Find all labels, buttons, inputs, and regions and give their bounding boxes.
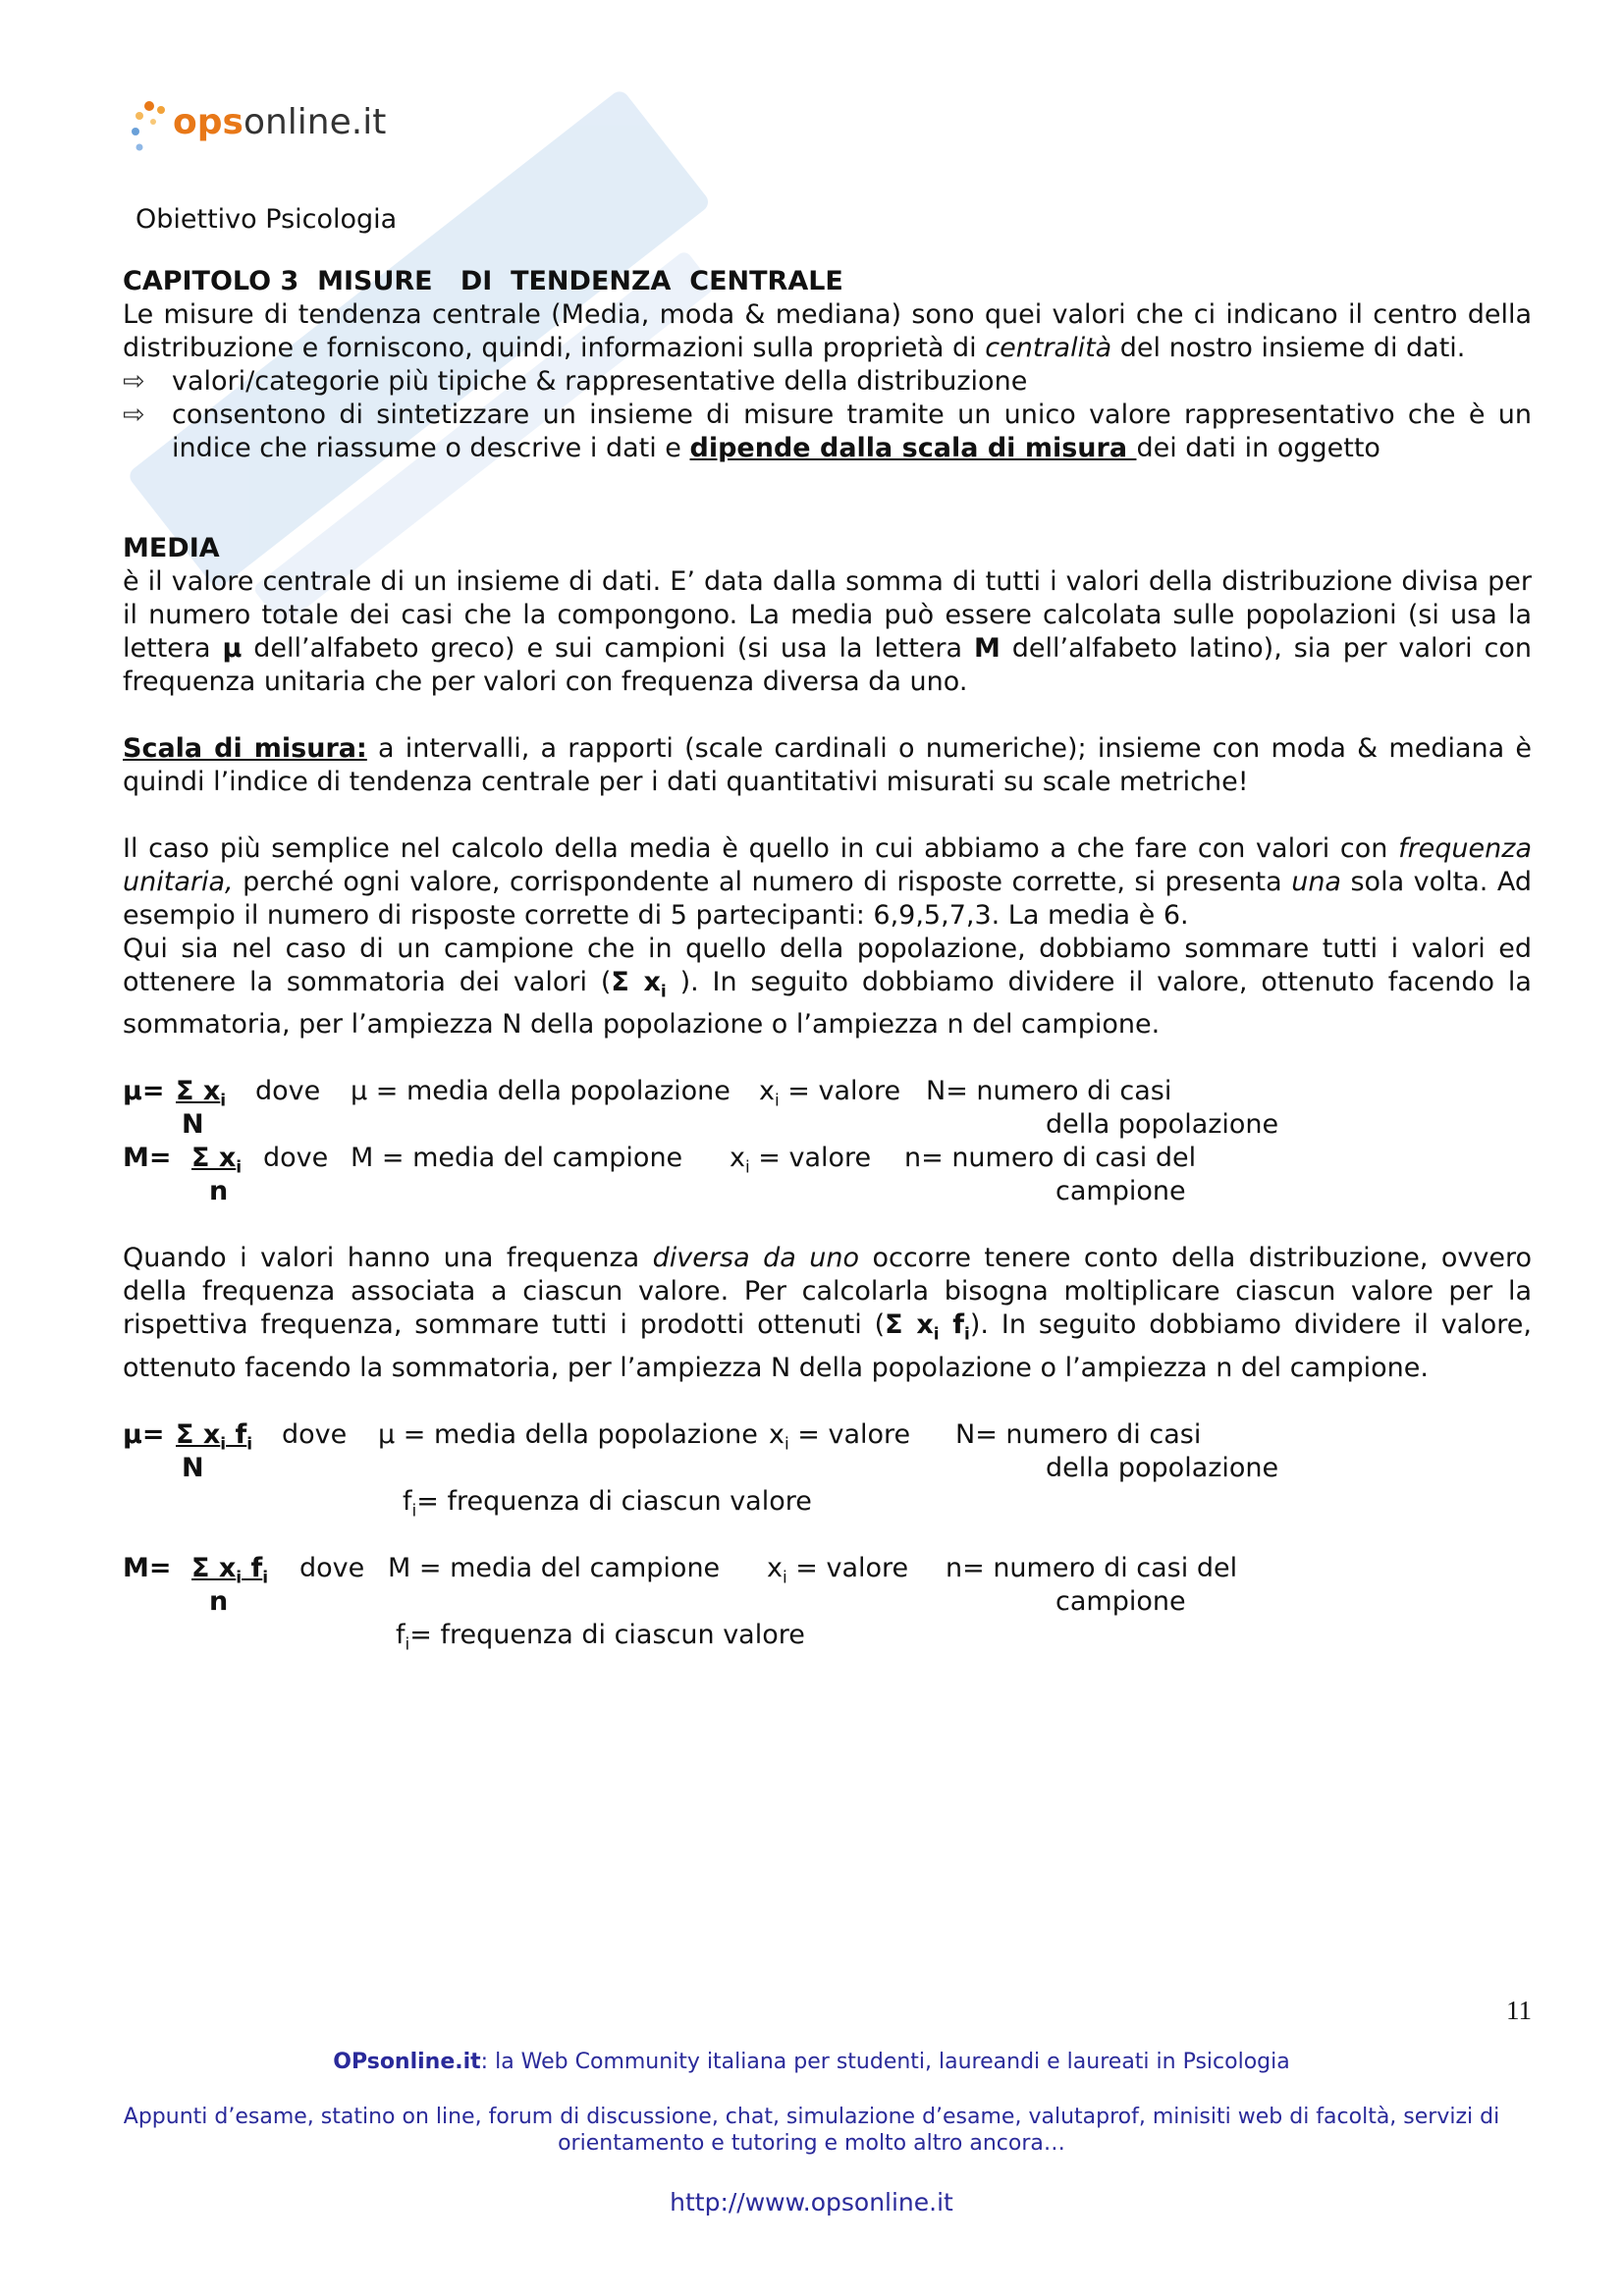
dots-logo-icon [130, 98, 173, 167]
page-number: 11 [1506, 1996, 1532, 2025]
list-item: ⇨ valori/categorie più tipiche & rappresentative della distribuzione [123, 366, 1028, 397]
arrow-right-icon: ⇨ [123, 366, 145, 397]
footer-services-line1: Appunti d’esame, statino on line, forum di discussione, chat, simulazione d’esame, valutaprof, minisiti web di facoltà, servizi di [123, 2105, 1500, 2129]
media-heading: MEDIA [123, 533, 220, 563]
formula-weighted-mean-population: μ= Σ $x_i$ $f_i$ dove μ = media della popolazione $x_i$ = valore N= numero di casi N della popolazione $f_i=$ frequenza di ciascun valore [123, 1418, 1279, 1522]
logo-wordmark: opsonline.it [173, 102, 387, 142]
bullet-list [123, 365, 1532, 465]
intro-paragraph: Le misure di tendenza centrale (Media, moda & mediana) sono quei valori che ci indicano il centro della distribuzione e forniscono, quindi, informazioni sulla proprietà di centralità del nostro insieme di dati. [123, 299, 1532, 363]
media-paragraph: è il valore centrale di un insieme di dati. E’ data dalla somma di tutti i valori della distribuzione divisa per il numero totale dei casi che la compongono. La media può essere calcolata sulle popolazioni (si usa la lettera μ dell’alfabeto greco) e sui campioni (si usa la lettera M dell’alfabeto latino), sia per valori con frequenza unitaria che per valori con frequenza diversa da uno. [123, 566, 1532, 697]
opsonline-logo [130, 98, 424, 236]
formula-mean-sample: M= Σ $x_i$ dove M = media del campione $x_i$ = valore n= numero di casi del n campione [123, 1143, 1197, 1207]
frequenza-paragraph: Quando i valori hanno una frequenza diversa da uno occorre tenere conto della distribuzione, ovvero della frequenza associata a ciascun valore. Per calcolarla bisogna moltiplicare ciascun valore per la rispettiva frequenza, sommare tutti i prodotti ottenuti (Σ $x_i$ $f_i$). In seguito dobbiamo dividere il valore, ottenuto facendo la sommatoria, per l’ampiezza N della popolazione o l’ampiezza n del campione. [123, 1243, 1532, 1383]
logo-subtitle: Obiettivo Psicologia [135, 204, 398, 235]
caso-paragraph: Il caso più semplice nel calcolo della media è quello in cui abbiamo a che fare con valori con frequenza unitaria, perché ogni valore, corrispondente al numero di risposte corrette, si presenta una sola volta. Ad esempio il numero di risposte corrette di 5 partecipanti: 6,9,5,7,3. La media è 6. [123, 833, 1532, 931]
list-item: ⇨ consentono di sintetizzare un insieme di misure tramite un unico valore rappresentativo che è un indice che riassume o descrive i dati e dipende dalla scala di misura dei dati in oggetto [123, 400, 1532, 463]
formula-weighted-mean-sample: M= Σ $x_i$ $f_i$ dove M = media del campione $x_i$ = valore n= numero di casi del n campione $f_i=$ frequenza di ciascun valore [123, 1552, 1238, 1655]
chapter-title: CAPITOLO 3 MISURE DI TENDENZA CENTRALE [123, 266, 843, 296]
footer-brand-link[interactable]: OPsonline.it [333, 2050, 481, 2074]
document-body [123, 265, 1533, 1655]
footer-tagline: OPsonline.it: la Web Community italiana per studenti, laureandi e laureati in Psicologia [333, 2050, 1290, 2074]
footer-services-line2: orientamento e tutoring e molto altro ancora… [558, 2131, 1065, 2156]
footer-url-link[interactable]: http://www.opsonline.it [670, 2188, 953, 2216]
formula-mean-population: μ= Σ $x_i$ dove μ = media della popolazione $x_i$ = valore N= numero di casi N della popolazione [123, 1076, 1279, 1141]
scala-paragraph: Scala di misura: a intervalli, a rapporti (scale cardinali o numeriche); insieme con moda & mediana è quindi l’indice di tendenza centrale per i dati quantitativi misurati su scale metriche! [123, 733, 1533, 797]
arrow-right-icon: ⇨ [123, 400, 145, 430]
sommatoria-paragraph: Qui sia nel caso di un campione che in quello della popolazione, dobbiamo sommare tutti i valori ed ottenere la sommatoria dei valori (Σ $x_i$ ). In seguito dobbiamo dividere il valore, ottenuto facendo la sommatoria, per l’ampiezza N della popolazione o l’ampiezza n del campione. [123, 934, 1532, 1041]
